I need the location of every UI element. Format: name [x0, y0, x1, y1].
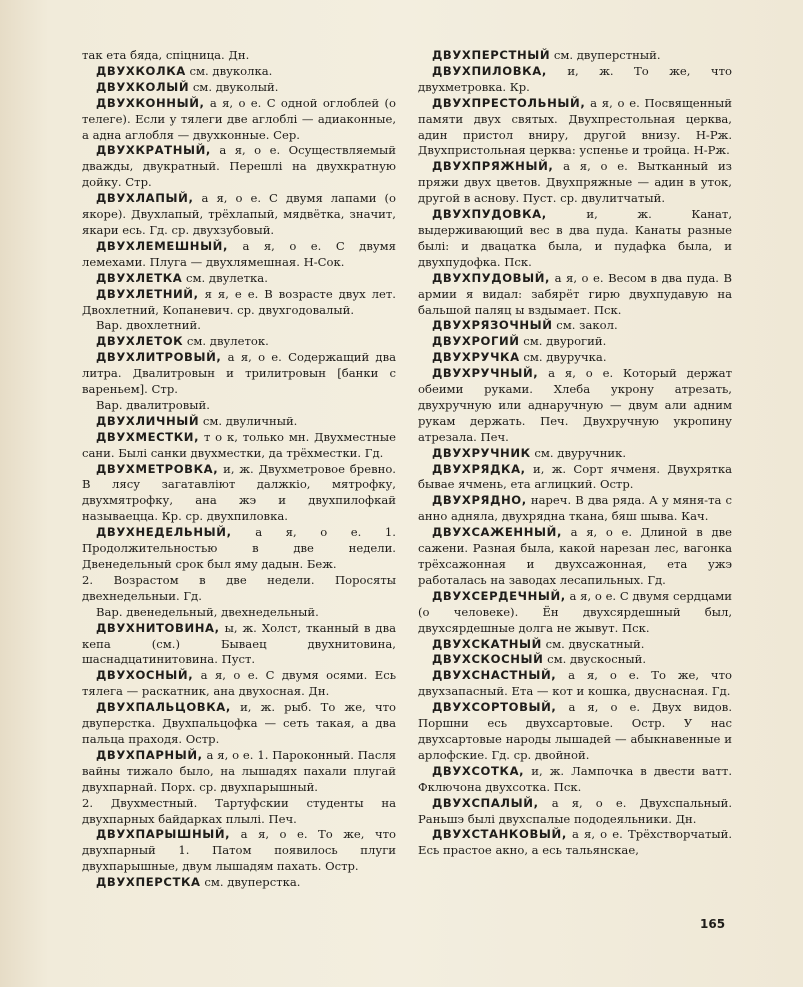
definition: см. двуколка.	[189, 63, 273, 78]
entry	[82, 334, 396, 350]
headword: ДВУХПАРЫШНЫЙ,	[96, 827, 231, 842]
headword: ДВУХЛАПЫЙ,	[96, 191, 194, 206]
headword: ДВУХЛЕТКА	[96, 270, 183, 285]
definition: Вар. двохлетний.	[96, 318, 201, 333]
definition: а я, о е. Вытканный из пряжи двух цветов. Двухпряжные — адин в уток, другой в аснову. Пуст. ср. двулитчатый.	[418, 159, 732, 206]
entry	[82, 318, 396, 334]
definition: а я, о е. 1. Продолжительностью в две недели. Двенедельный срок был яму дадын. Беж.	[82, 525, 396, 571]
headword: ДВУХЛЕМЕШНЫЙ,	[96, 238, 228, 253]
entry	[418, 446, 732, 462]
entry	[418, 334, 732, 350]
entry	[418, 48, 732, 64]
headword: ДВУХПРЯЖНЫЙ,	[432, 159, 554, 174]
definition: т о к, только мн. Двухместные сани. Былi санки двухместки, да трёхместки. Гд.	[82, 429, 396, 460]
entry	[82, 398, 396, 414]
definition: и, ж. То же, что двухметровка. Кр.	[418, 63, 732, 94]
entry	[418, 64, 732, 96]
definition: а я, о е. Который держат обеими руками. Хлеба укрону атрезать, двухручную или аднаручную — двум али адним рукам держать. Печ. Двухручную укропину атрезала. Печ.	[418, 366, 732, 444]
definition: и, ж. Двухметровое бревно. В лясу загатавлiют далжкiо, мятрофку, двухмятрофку, ана жэ и двухпилофкай называецца. Кр. ср. двухпиловка.	[82, 461, 396, 524]
entry	[418, 159, 732, 207]
left-column	[82, 48, 396, 891]
headword: ДВУХЛЕТОК	[96, 334, 184, 349]
entry	[82, 462, 396, 526]
definition: а я, о е. С двумя лемехами. Плуга — двухлямешная. Н-Сок.	[82, 238, 396, 269]
headword: ДВУХМЕТРОВКА,	[96, 461, 219, 476]
entry	[82, 239, 396, 271]
headword: ДВУХКРАТНЫЙ,	[96, 143, 211, 158]
entry	[82, 525, 396, 573]
definition: Вар. двалитровый.	[96, 397, 210, 412]
entry	[418, 207, 732, 271]
headword: ДВУХСНАСТНЫЙ,	[432, 668, 557, 683]
headword: ДВУХКОЛЫЙ	[96, 79, 190, 94]
definition: см. двуколый.	[192, 79, 279, 94]
entry	[418, 668, 732, 700]
definition: а я, о е. Двух видов. Поршни есь двухсартовые. Остр. У нас двухсартовые народы лышадей — абыкнавенные и арлофские. Гд. ср. двойной.	[418, 700, 733, 762]
headword: ДВУХЛЕТНИЙ,	[96, 286, 199, 301]
definition: и, ж. Лампочка в двести ватт. Фключона двухсотка. Пск.	[418, 763, 733, 794]
entry	[82, 143, 396, 191]
entry	[418, 637, 732, 653]
definition: а я, о е. С двумя осями. Есь тялега — раскатник, ана двухосная. Дн.	[82, 668, 397, 699]
definition: Вар. двенедельный, двехнедельный.	[96, 604, 319, 619]
entry	[82, 414, 396, 430]
headword: ДВУХПУДОВЫЙ,	[432, 270, 551, 285]
headword: ДВУХРЯДКА,	[432, 461, 526, 476]
headword: ДВУХПЕРСТНЫЙ	[432, 48, 551, 62]
headword: ДВУХСТАНКОВЫЙ,	[432, 827, 567, 842]
definition: и, ж. Канат, выдерживающий вес в два пуда. Канаты разные былi: и двацатка была, и пудафка была, и двухпудофка. Пск.	[418, 207, 733, 269]
headword: ДВУХНЕДЕЛЬНЫЙ,	[96, 525, 232, 540]
definition: и, ж. рыб. То же, что двуперстка. Двухпальцофка — сеть такая, а два пальца праходя. Остр.	[82, 700, 397, 746]
definition: а я, о е. Посвященный памяти двух святых. Двухпрестольная церква, адин пристол вниру, другой внизу. Н-Рж. Двухпристольная церква: успенье и тройца. Н-Рж.	[418, 95, 733, 158]
entry	[82, 796, 396, 828]
headword: ДВУХРУЧНИК	[432, 445, 531, 460]
definition: см. двулетка.	[186, 270, 268, 285]
definition: а я, о е. Весом в два пуда. В армии я видал: забярёт гирю двухпудавую на бальшой паляц ы вздымает. Пск.	[418, 270, 733, 317]
definition: см. двуперстка.	[204, 875, 301, 890]
definition: см. двуручка.	[523, 350, 607, 365]
entry	[82, 875, 396, 891]
definition: и, ж. Сорт ячменя. Двухрятка бывае ячмень, ета аглицкий. Остр.	[418, 461, 732, 492]
headword: ДВУХПУДОВКА,	[432, 207, 547, 222]
page-number: 165	[700, 917, 726, 931]
headword: ДВУХРОГИЙ	[432, 334, 520, 349]
definition: см. закол.	[556, 318, 618, 333]
entry	[82, 668, 396, 700]
headword: ДВУХПИЛОВКА,	[432, 63, 547, 78]
definition: а я, о е. Двухспальный. Раньшэ былi двухспалые пододеяльники. Дн.	[418, 795, 733, 826]
definition: так ета бяда, спiцница. Дн.	[82, 48, 250, 62]
definition: см. двускатный.	[545, 636, 645, 651]
entry	[418, 318, 732, 334]
entry	[418, 462, 732, 494]
entry	[418, 796, 732, 828]
definition: см. двускосный.	[547, 652, 647, 667]
headword: ДВУХСКАТНЫЙ	[432, 636, 542, 651]
entry	[82, 350, 396, 398]
entry	[418, 525, 732, 589]
headword: ДВУХСОРТОВЫЙ,	[432, 700, 557, 715]
headword: ДВУХСАЖЕННЫЙ,	[432, 525, 562, 540]
definition: а я, о е. Трёхстворчатый. Есь прастое акно, а есь тальянскае,	[418, 827, 733, 858]
definition: см. двулеток.	[186, 334, 269, 349]
headword: ДВУХРУЧКА	[432, 350, 520, 365]
entry	[82, 573, 396, 605]
headword: ДВУХМЕСТКИ,	[96, 429, 200, 444]
headword: ДВУХНИТОВИНА,	[96, 620, 220, 635]
entry	[82, 700, 396, 748]
headword: ДВУХРЯДНО,	[432, 493, 527, 508]
definition: я я, е е. В возрасте двух лет. Двохлетний, Копаневич. ср. двухгодовалый.	[82, 286, 396, 317]
definition: нареч. В два ряда. А у мяня-та с анно адняла, двухрядна ткана, бяш шыва. Кач.	[418, 493, 732, 524]
definition: ы, ж. Холст, тканный в два кепа (см.) Бываец двухнитовина, шаснадцатинитовина. Пуст.	[82, 620, 397, 667]
entry	[82, 621, 396, 669]
entry	[82, 827, 396, 875]
headword: ДВУХПАЛЬЦОВКА,	[96, 700, 231, 715]
definition: а я, о е. С двумя сердцами (о человеке). Ён двухсярдешный был, двухсярдешные долга не жывут. Пск.	[418, 588, 732, 635]
entry	[418, 827, 732, 859]
entry	[418, 700, 732, 764]
entry	[82, 748, 396, 796]
entry	[418, 493, 732, 525]
headword: ДВУХЛИЧНЫЙ	[96, 413, 200, 428]
entry	[82, 271, 396, 287]
entry	[82, 191, 396, 239]
entry	[82, 64, 396, 80]
entry	[418, 652, 732, 668]
definition: см. двурогий.	[523, 334, 607, 349]
right-column	[418, 48, 732, 859]
headword: ДВУХПАРНЫЙ,	[96, 747, 203, 762]
headword: ДВУХСОТКА,	[432, 763, 525, 778]
entry	[82, 80, 396, 96]
entry	[418, 366, 732, 446]
entry	[82, 287, 396, 319]
entry	[82, 96, 396, 144]
definition: а я, о е. С двумя лапами (о якоре). Двухлапый, трёхлапый, мядвётка, значит, якари есь. Гд. ср. двухзубовый.	[82, 191, 396, 237]
headword: ДВУХЛИТРОВЫЙ,	[96, 350, 222, 365]
entry	[82, 430, 396, 462]
headword: ДВУХПРЕСТОЛЬНЫЙ,	[432, 95, 586, 110]
definition: а я, о е. 1. Пароконный. Пасля вайны тижало было, на лышадях пахали плугай двухпарнай. Порх. ср. двухпарышный.	[82, 747, 397, 794]
definition: 2. Двухместный. Тартуфскии студенты на двухпарных байдарках плылi. Печ.	[82, 795, 396, 826]
entry	[418, 271, 732, 319]
definition: см. двуручник.	[534, 445, 627, 460]
headword: ДВУХКОННЫЙ,	[96, 95, 205, 110]
entry	[418, 96, 732, 160]
headword: ДВУХОСНЫЙ,	[96, 668, 194, 683]
definition: а я, о е. Содержащий два литра. Двалитровын и трилитровын [банки с вареньем]. Стр.	[82, 350, 397, 397]
definition: а я, о е. Осуществляемый дважды, двукратный. Перешлi на двухкратную дойку. Стр.	[82, 143, 396, 190]
entry	[82, 48, 396, 64]
definition: а я, о е. С одной оглоблей (о телеге). Если у тялеги две аглоблi — адиаконные, а адна аглобля — двухконные. Сер.	[82, 95, 397, 142]
headword: ДВУХСПАЛЫЙ,	[432, 795, 539, 810]
headword: ДВУХСКОСНЫЙ	[432, 652, 544, 667]
headword: ДВУХПЕРСТКА	[96, 875, 201, 890]
headword: ДВУХКОЛКА	[96, 63, 186, 78]
headword: ДВУХРУЧНЫЙ,	[432, 366, 539, 381]
entry	[418, 589, 732, 637]
definition: а я, о е. Длиной в две сажени. Разная была, какой нарезан лес, вагонка трёхсажонная и двухсажонная, ета ужэ работалась на заводах лесапильных. Гд.	[418, 525, 732, 587]
definition: см. двуперстный.	[553, 48, 661, 62]
entry	[418, 350, 732, 366]
entry	[418, 764, 732, 796]
definition: а я, о е. То же, что двухзапасный. Ета — кот и кошка, двуснасная. Гд.	[418, 668, 732, 699]
headword: ДВУХСЕРДЕЧНЫЙ,	[432, 588, 566, 603]
entry	[82, 605, 396, 621]
definition: а я, о е. То же, что двухпарный 1. Патом появилось плуги двухпарышные, двум лышадям пахать. Остр.	[82, 827, 397, 874]
headword: ДВУХРЯЗОЧНЫЙ	[432, 318, 553, 333]
definition: 2. Возрастом в две недели. Поросяты двехнедельныи. Гд.	[82, 572, 396, 603]
definition: см. двуличный.	[202, 413, 298, 428]
